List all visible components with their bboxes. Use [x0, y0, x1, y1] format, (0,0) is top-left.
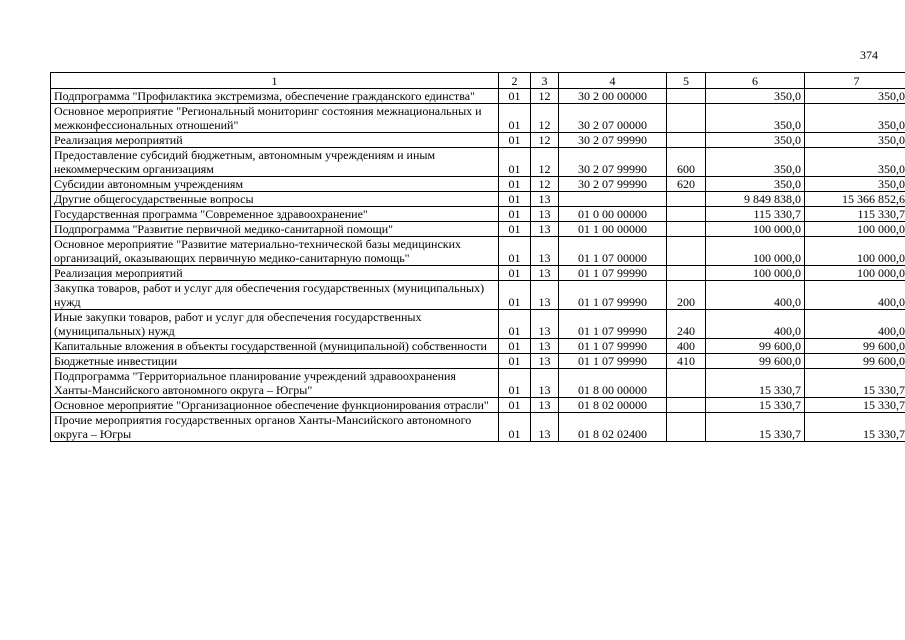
row-name-cell: Подпрограмма "Профилактика экстремизма, обеспечение гражданского единства": [51, 89, 499, 104]
table-row: [51, 222, 905, 237]
section-cell: 01: [499, 133, 531, 148]
amount-col6-cell: 400,0: [706, 310, 805, 339]
section-cell: 01: [499, 177, 531, 192]
table-row: [51, 148, 905, 177]
amount-col7-cell: 350,0: [805, 148, 905, 177]
target-article-cell: 01 1 07 99990: [559, 281, 667, 310]
subsection-cell: 13: [531, 369, 559, 398]
column-header: 1: [51, 73, 499, 89]
column-header: 3: [531, 73, 559, 89]
target-article-cell: 30 2 00 00000: [559, 89, 667, 104]
amount-col7-cell: 350,0: [805, 89, 905, 104]
section-cell: 01: [499, 148, 531, 177]
expense-type-cell: [667, 237, 706, 266]
subsection-cell: 13: [531, 222, 559, 237]
row-name-cell: Предоставление субсидий бюджетным, автономным учреждениям и иным некоммерческим организациям: [51, 148, 499, 177]
amount-col6-cell: 100 000,0: [706, 266, 805, 281]
column-header: 4: [559, 73, 667, 89]
section-cell: 01: [499, 237, 531, 266]
row-name-cell: Подпрограмма "Развитие первичной медико-санитарной помощи": [51, 222, 499, 237]
target-article-cell: 01 1 07 99990: [559, 310, 667, 339]
table-row: [51, 281, 905, 310]
row-name-cell: Бюджетные инвестиции: [51, 354, 499, 369]
expense-type-cell: [667, 398, 706, 413]
subsection-cell: 13: [531, 192, 559, 207]
amount-col7-cell: 100 000,0: [805, 266, 905, 281]
column-header: 7: [805, 73, 905, 89]
subsection-cell: 13: [531, 281, 559, 310]
amount-col7-cell: 350,0: [805, 104, 905, 133]
target-article-cell: 01 1 07 00000: [559, 237, 667, 266]
subsection-cell: 13: [531, 237, 559, 266]
amount-col6-cell: 99 600,0: [706, 354, 805, 369]
section-cell: 01: [499, 207, 531, 222]
amount-col6-cell: 350,0: [706, 148, 805, 177]
row-name-cell: Реализация мероприятий: [51, 133, 499, 148]
section-cell: 01: [499, 413, 531, 442]
expense-type-cell: 200: [667, 281, 706, 310]
table-row: [51, 369, 905, 398]
row-name-cell: Основное мероприятие "Региональный мониторинг состояния межнациональных и межконфессиональных отношений": [51, 104, 499, 133]
expense-type-cell: [667, 413, 706, 442]
target-article-cell: 01 1 07 99990: [559, 266, 667, 281]
expense-type-cell: [667, 222, 706, 237]
section-cell: 01: [499, 222, 531, 237]
expense-type-cell: [667, 266, 706, 281]
amount-col7-cell: 400,0: [805, 281, 905, 310]
row-name-cell: Закупка товаров, работ и услуг для обеспечения государственных (муниципальных) нужд: [51, 281, 499, 310]
subsection-cell: 12: [531, 177, 559, 192]
table-row: [51, 177, 905, 192]
amount-col6-cell: 15 330,7: [706, 398, 805, 413]
row-name-cell: Основное мероприятие "Организационное обеспечение функционирования отрасли": [51, 398, 499, 413]
subsection-cell: 13: [531, 339, 559, 354]
subsection-cell: 13: [531, 207, 559, 222]
table-row: [51, 89, 905, 104]
amount-col7-cell: 350,0: [805, 177, 905, 192]
amount-col6-cell: 100 000,0: [706, 222, 805, 237]
row-name-cell: Реализация мероприятий: [51, 266, 499, 281]
column-header: 5: [667, 73, 706, 89]
table-row: [51, 310, 905, 339]
page-number: 374: [860, 48, 878, 62]
section-cell: 01: [499, 192, 531, 207]
row-name-cell: Иные закупки товаров, работ и услуг для обеспечения государственных (муниципальных) нужд: [51, 310, 499, 339]
section-cell: 01: [499, 104, 531, 133]
row-name-cell: Другие общегосударственные вопросы: [51, 192, 499, 207]
subsection-cell: 13: [531, 310, 559, 339]
amount-col6-cell: 99 600,0: [706, 339, 805, 354]
budget-table: [50, 72, 905, 442]
amount-col7-cell: 100 000,0: [805, 222, 905, 237]
subsection-cell: 13: [531, 266, 559, 281]
section-cell: 01: [499, 354, 531, 369]
subsection-cell: 12: [531, 89, 559, 104]
target-article-cell: 01 8 02 00000: [559, 398, 667, 413]
amount-col6-cell: 350,0: [706, 89, 805, 104]
target-article-cell: 01 1 07 99990: [559, 339, 667, 354]
target-article-cell: 30 2 07 99990: [559, 133, 667, 148]
amount-col7-cell: 100 000,0: [805, 237, 905, 266]
expense-type-cell: 240: [667, 310, 706, 339]
amount-col7-cell: 15 330,7: [805, 369, 905, 398]
target-article-cell: 01 1 07 99990: [559, 354, 667, 369]
expense-type-cell: [667, 369, 706, 398]
amount-col6-cell: 350,0: [706, 177, 805, 192]
section-cell: 01: [499, 369, 531, 398]
expense-type-cell: 400: [667, 339, 706, 354]
target-article-cell: 01 8 00 00000: [559, 369, 667, 398]
expense-type-cell: 410: [667, 354, 706, 369]
subsection-cell: 13: [531, 354, 559, 369]
amount-col7-cell: 115 330,7: [805, 207, 905, 222]
amount-col6-cell: 350,0: [706, 133, 805, 148]
amount-col7-cell: 15 366 852,6: [805, 192, 905, 207]
section-cell: 01: [499, 339, 531, 354]
amount-col7-cell: 400,0: [805, 310, 905, 339]
table-row: [51, 207, 905, 222]
amount-col7-cell: 99 600,0: [805, 339, 905, 354]
subsection-cell: 12: [531, 104, 559, 133]
table-row: [51, 237, 905, 266]
target-article-cell: 30 2 07 99990: [559, 177, 667, 192]
expense-type-cell: [667, 192, 706, 207]
expense-type-cell: 620: [667, 177, 706, 192]
row-name-cell: Государственная программа "Современное здравоохранение": [51, 207, 499, 222]
table-header-row: [51, 73, 905, 89]
amount-col6-cell: 9 849 838,0: [706, 192, 805, 207]
column-header: 6: [706, 73, 805, 89]
amount-col6-cell: 100 000,0: [706, 237, 805, 266]
expense-type-cell: [667, 133, 706, 148]
table-row: [51, 413, 905, 442]
column-header: 2: [499, 73, 531, 89]
row-name-cell: Субсидии автономным учреждениям: [51, 177, 499, 192]
row-name-cell: Основное мероприятие "Развитие материально-технической базы медицинских организаций, оказывающих первичную медико-санитарную помощь": [51, 237, 499, 266]
amount-col7-cell: 350,0: [805, 133, 905, 148]
subsection-cell: 12: [531, 133, 559, 148]
table-row: [51, 104, 905, 133]
section-cell: 01: [499, 310, 531, 339]
table-row: [51, 133, 905, 148]
expense-type-cell: [667, 104, 706, 133]
section-cell: 01: [499, 281, 531, 310]
table-row: [51, 398, 905, 413]
subsection-cell: 13: [531, 398, 559, 413]
target-article-cell: 01 0 00 00000: [559, 207, 667, 222]
expense-type-cell: [667, 89, 706, 104]
row-name-cell: Капитальные вложения в объекты государственной (муниципальной) собственности: [51, 339, 499, 354]
section-cell: 01: [499, 266, 531, 281]
table-row: [51, 339, 905, 354]
table-row: [51, 266, 905, 281]
expense-type-cell: 600: [667, 148, 706, 177]
section-cell: 01: [499, 89, 531, 104]
table-row: [51, 354, 905, 369]
target-article-cell: [559, 192, 667, 207]
target-article-cell: 30 2 07 00000: [559, 104, 667, 133]
subsection-cell: 12: [531, 148, 559, 177]
amount-col6-cell: 350,0: [706, 104, 805, 133]
section-cell: 01: [499, 398, 531, 413]
expense-type-cell: [667, 207, 706, 222]
amount-col7-cell: 15 330,7: [805, 398, 905, 413]
amount-col6-cell: 15 330,7: [706, 369, 805, 398]
amount-col7-cell: 99 600,0: [805, 354, 905, 369]
subsection-cell: 13: [531, 413, 559, 442]
table-row: [51, 192, 905, 207]
amount-col6-cell: 115 330,7: [706, 207, 805, 222]
target-article-cell: 01 8 02 02400: [559, 413, 667, 442]
amount-col6-cell: 15 330,7: [706, 413, 805, 442]
target-article-cell: 01 1 00 00000: [559, 222, 667, 237]
target-article-cell: 30 2 07 99990: [559, 148, 667, 177]
row-name-cell: Подпрограмма "Территориальное планирование учреждений здравоохранения Ханты-Мансийского автономного округа – Югры": [51, 369, 499, 398]
row-name-cell: Прочие мероприятия государственных органов Ханты-Мансийского автономного округа – Югры: [51, 413, 499, 442]
amount-col7-cell: 15 330,7: [805, 413, 905, 442]
amount-col6-cell: 400,0: [706, 281, 805, 310]
